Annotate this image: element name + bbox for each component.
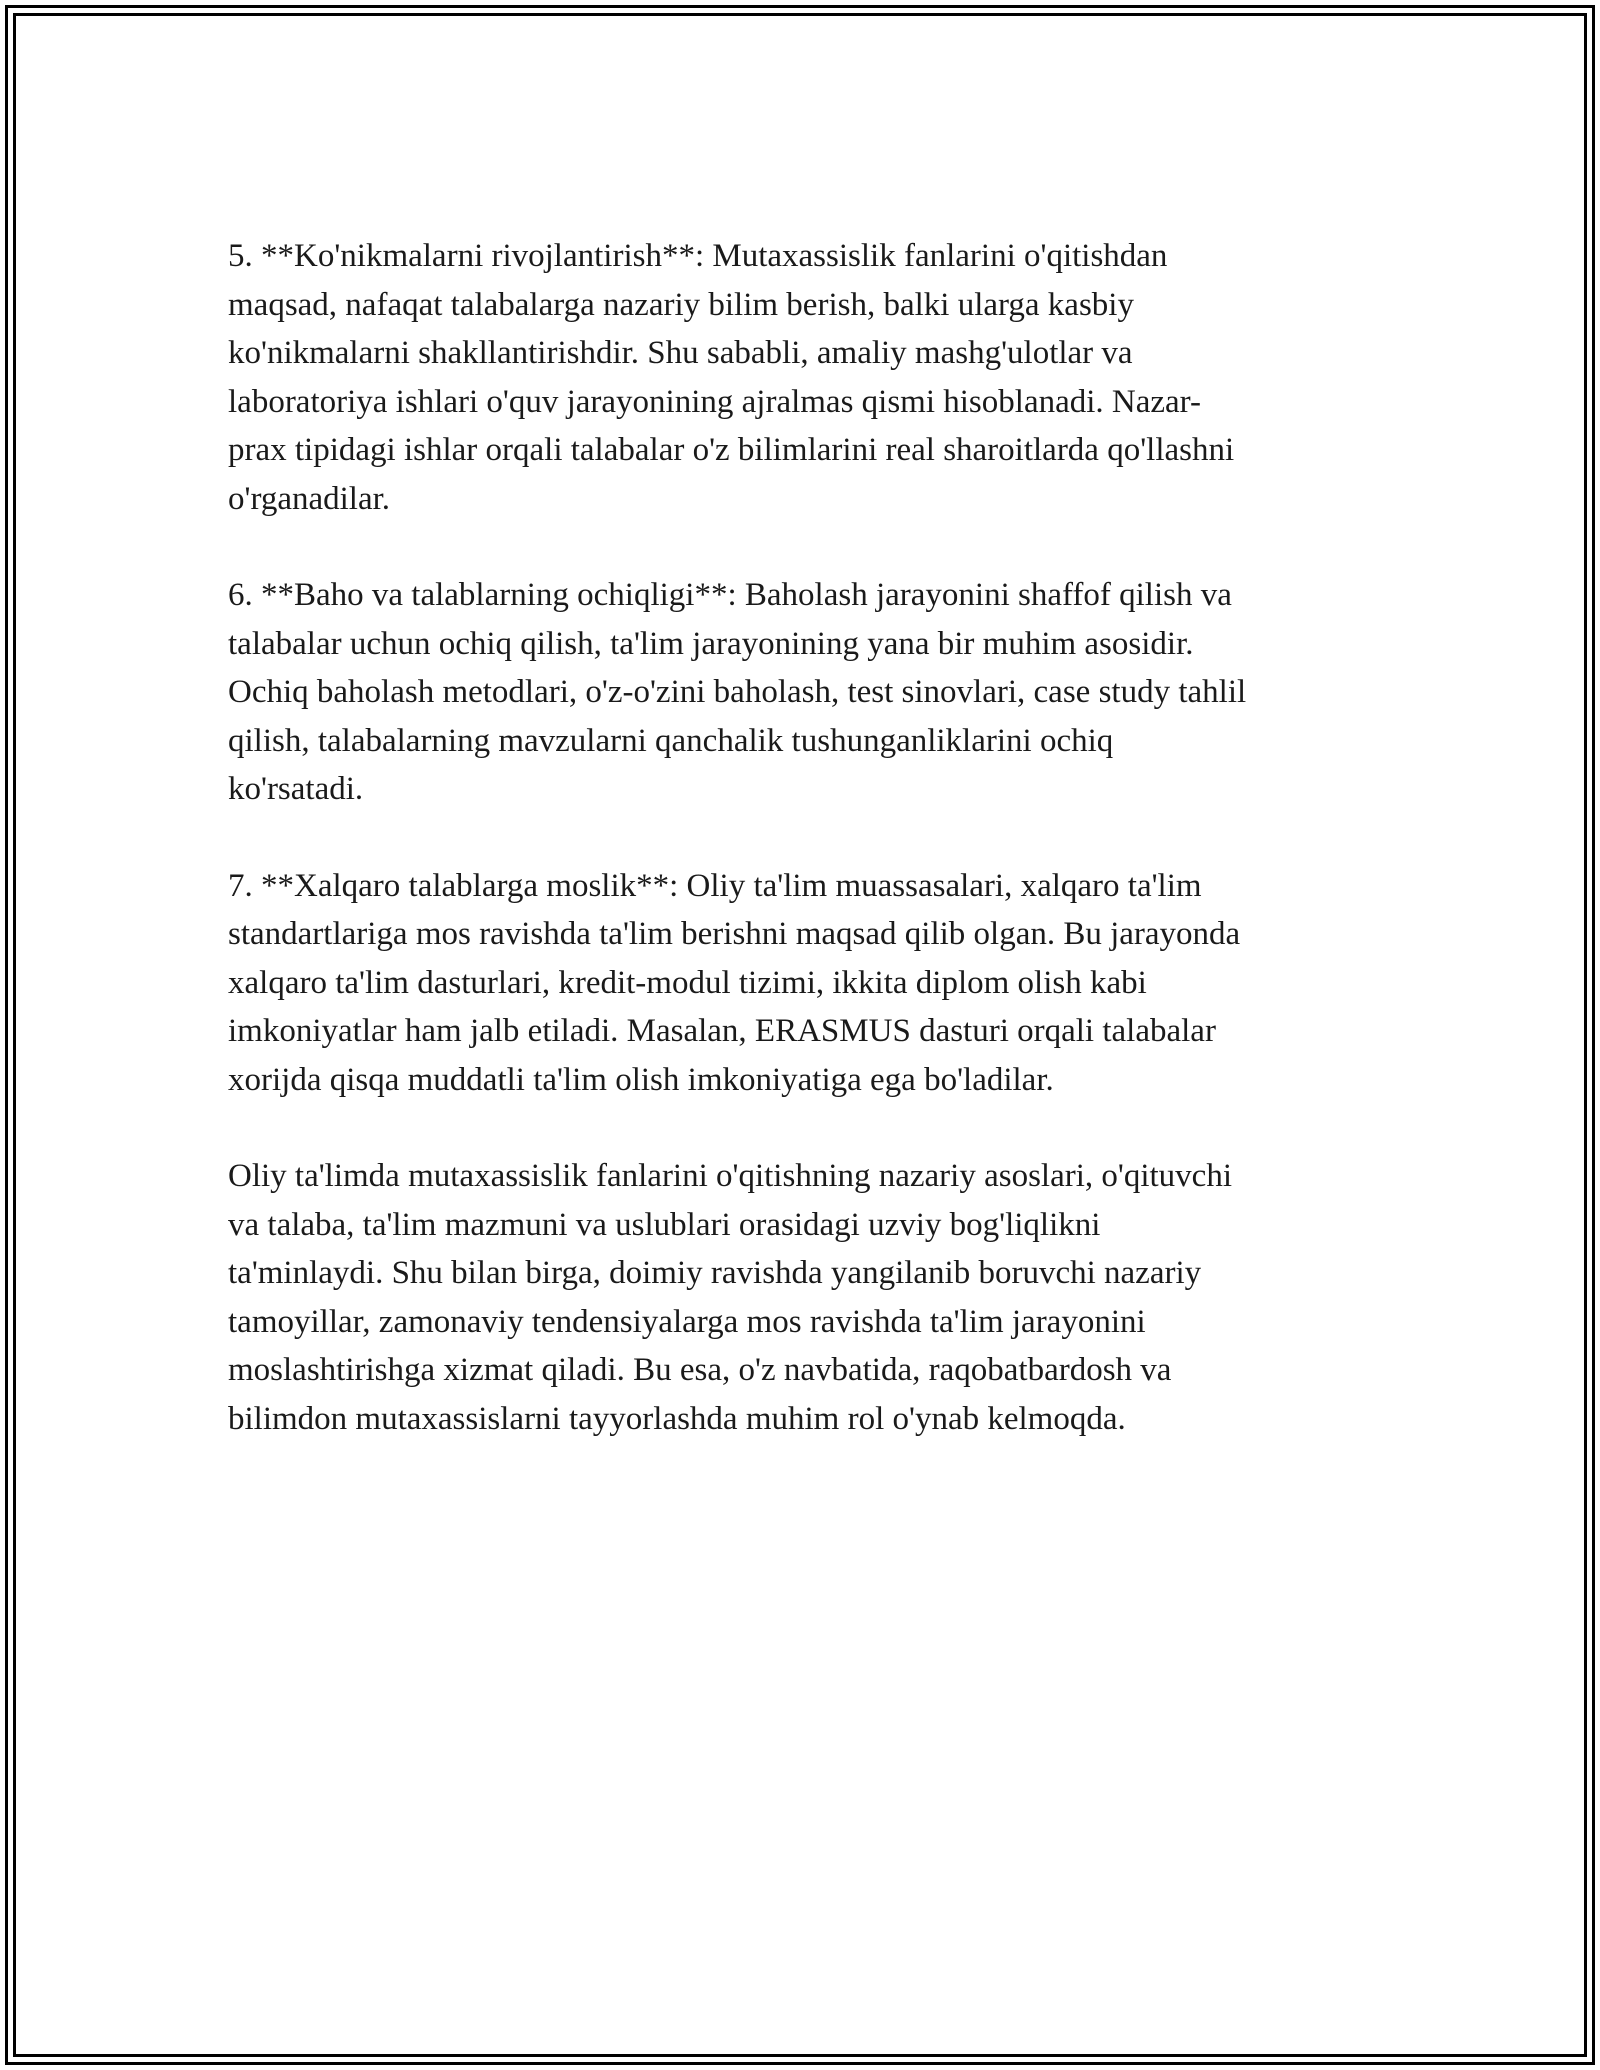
text-line: maqsad, nafaqat talabalarga nazariy bilim berish, balki ularga kasbiy <box>228 286 1134 323</box>
paragraph-skills <box>228 232 1378 523</box>
text-line: prax tipidagi ishlar orqali talabalar o'z bilimlarini real sharoitlarda qo'llashni <box>228 432 1235 468</box>
text-line: imkoniyatlar ham jalb etiladi. Masalan, ERASMUS dasturi orqali talabalar <box>228 1013 1216 1049</box>
text-line: va talaba, ta'lim mazmuni va uslublari orasidagi uzviy bog'liqlikni <box>228 1206 1101 1243</box>
paragraph-conclusion <box>228 1152 1378 1443</box>
text-line: 7. **Xalqaro talablarga moslik**: Oliy ta'lim muassasalari, xalqaro ta'lim <box>228 867 1202 904</box>
text-line: Ochiq baholash metodlari, o'z-o'zini baholash, test sinovlari, case study tahlil <box>228 674 1247 710</box>
document-body <box>228 232 1378 1491</box>
text-line: tamoyillar, zamonaviy tendensiyalarga mos ravishda ta'lim jarayonini <box>228 1303 1146 1340</box>
text-line: talabalar uchun ochiq qilish, ta'lim jarayonining yana bir muhim asosidir. <box>228 625 1194 662</box>
text-line: xorijda qisqa muddatli ta'lim olish imkoniyatiga ega bo'ladilar. <box>228 1061 1054 1098</box>
text-line: qilish, talabalarning mavzularni qanchalik tushunganliklarini ochiq <box>228 722 1114 759</box>
text-line: ta'minlaydi. Shu bilan birga, doimiy ravishda yangilanib boruvchi nazariy <box>228 1255 1202 1291</box>
text-line: 6. **Baho va talablarning ochiqligi**: Baholash jarayonini shaffof qilish va <box>228 577 1232 613</box>
text-line: ko'nikmalarni shakllantirishdir. Shu sababli, amaliy mashg'ulotlar va <box>228 335 1133 371</box>
text-line: Oliy ta'limda mutaxassislik fanlarini o'qitishning nazariy asoslari, o'qituvchi <box>228 1158 1232 1194</box>
text-line: standartlariga mos ravishda ta'lim berishni maqsad qilib olgan. Bu jarayonda <box>228 916 1241 952</box>
text-line: 5. **Ko'nikmalarni rivojlantirish**: Mutaxassislik fanlarini o'qitishdan <box>228 238 1168 274</box>
paragraph-international <box>228 862 1378 1105</box>
text-line: moslashtirishga xizmat qiladi. Bu esa, o'z navbatida, raqobatbardosh va <box>228 1352 1172 1388</box>
text-line: laboratoriya ishlari o'quv jarayonining ajralmas qismi hisoblanadi. Nazar- <box>228 383 1202 420</box>
text-line: ko'rsatadi. <box>228 771 364 807</box>
paragraph-assessment <box>228 571 1378 814</box>
text-line: bilimdon mutaxassislarni tayyorlashda muhim rol o'ynab kelmoqda. <box>228 1400 1126 1437</box>
text-line: o'rganadilar. <box>228 480 391 517</box>
text-line: xalqaro ta'lim dasturlari, kredit-modul tizimi, ikkita diplom olish kabi <box>228 964 1147 1001</box>
